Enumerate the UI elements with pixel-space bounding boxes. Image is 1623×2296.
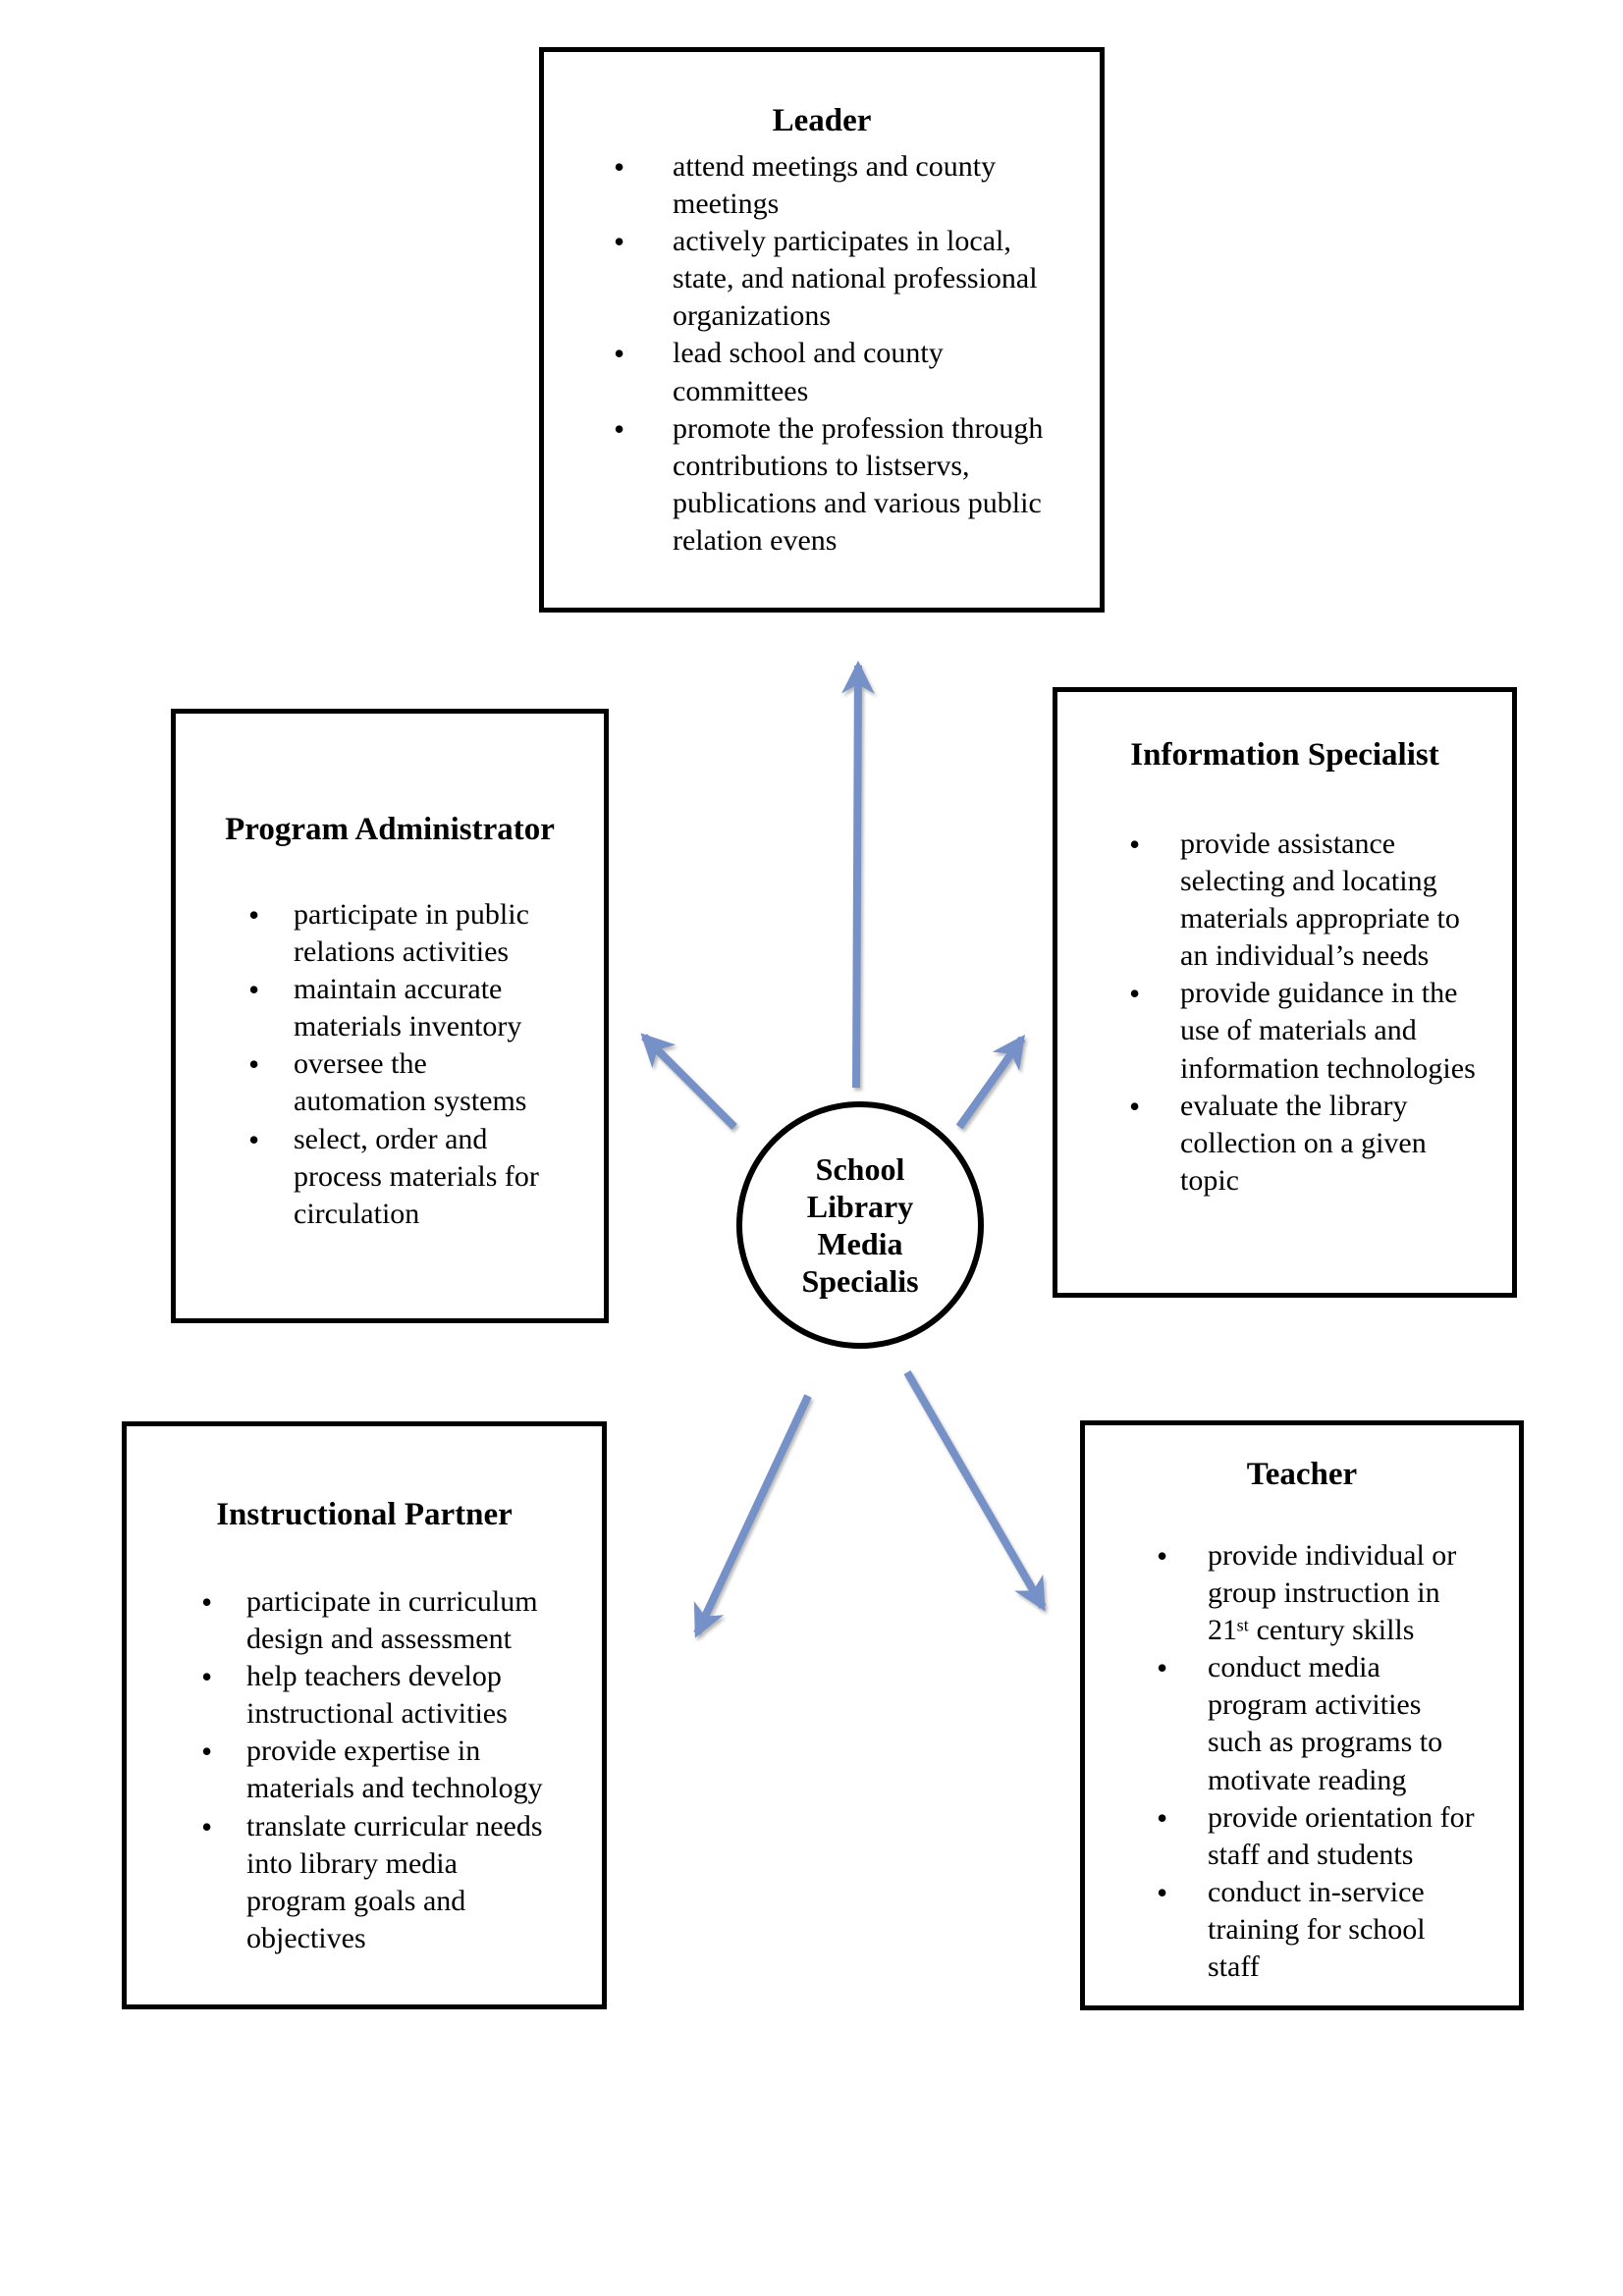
bullet-item: • conduct in-service training for school staff [1157,1874,1478,1986]
node-leader [539,47,1105,613]
arrow-to-leader [856,666,858,1088]
arrow-to-instructional-partner [697,1396,808,1633]
center-node [736,1101,984,1349]
node-teacher [1080,1420,1524,2010]
bullet-item: • translate curricular needs into library media program goals and objectives [201,1808,551,1957]
node-program-administrator-title: Program Administrator [225,812,555,847]
bullet-item: • lead school and county committees [614,335,1076,409]
bullet-item: • evaluate the library collection on a given topic [1129,1088,1480,1200]
arrow-to-teacher [907,1372,1043,1607]
bullet-item: • oversee the automation systems [248,1045,549,1120]
node-information-specialist-title: Information Specialist [1130,737,1439,773]
bullet-item: • select, order and process materials for circulation [248,1121,549,1233]
bullet-item: • provide individual or group instruction in 21ˢᵗ century skills [1157,1537,1478,1649]
bullet-item: • help teachers develop instructional activities [201,1658,551,1733]
bullet-item: • participate in curriculum design and assessment [201,1583,551,1658]
center-node-label [801,1150,918,1300]
node-instructional-partner-bullet-list [201,1583,551,1957]
node-teacher-title: Teacher [1246,1457,1358,1492]
bullet-item: • maintain accurate materials inventory [248,971,549,1045]
node-information-specialist [1053,687,1517,1298]
bullet-item: • attend meetings and county meetings [614,148,1076,223]
node-teacher-bullet-list [1157,1537,1478,1986]
node-program-administrator-bullet-list [248,896,549,1233]
bullet-item: • promote the profession through contributions to listservs, publications and various public relation evens [614,410,1076,560]
bullet-item: • provide guidance in the use of materials and information technologies [1129,975,1480,1087]
bullet-item: • provide assistance selecting and locating materials appropriate to an individual’s needs [1129,826,1480,975]
bullet-item: • actively participates in local, state, and national professional organizations [614,223,1076,335]
node-instructional-partner-title: Instructional Partner [216,1497,513,1532]
bullet-item: • provide expertise in materials and technology [201,1733,551,1807]
center-label-line: Library [806,1189,914,1224]
arrow-to-program-administrator [644,1037,734,1127]
bullet-item: • participate in public relations activities [248,896,549,971]
bullet-item: • provide orientation for staff and students [1157,1799,1478,1874]
center-label-line: Media [817,1226,903,1261]
center-label-line: Specialis [801,1263,919,1299]
arrow-to-information-specialist [959,1039,1022,1127]
bullet-item: • conduct media program activities such as programs to motivate reading [1157,1649,1478,1798]
node-leader-title: Leader [772,103,872,138]
center-label-line: School [815,1151,905,1187]
node-leader-bullet-list [614,148,1076,560]
node-information-specialist-bullet-list [1129,826,1480,1200]
node-instructional-partner [122,1421,607,2009]
node-program-administrator [171,709,609,1323]
